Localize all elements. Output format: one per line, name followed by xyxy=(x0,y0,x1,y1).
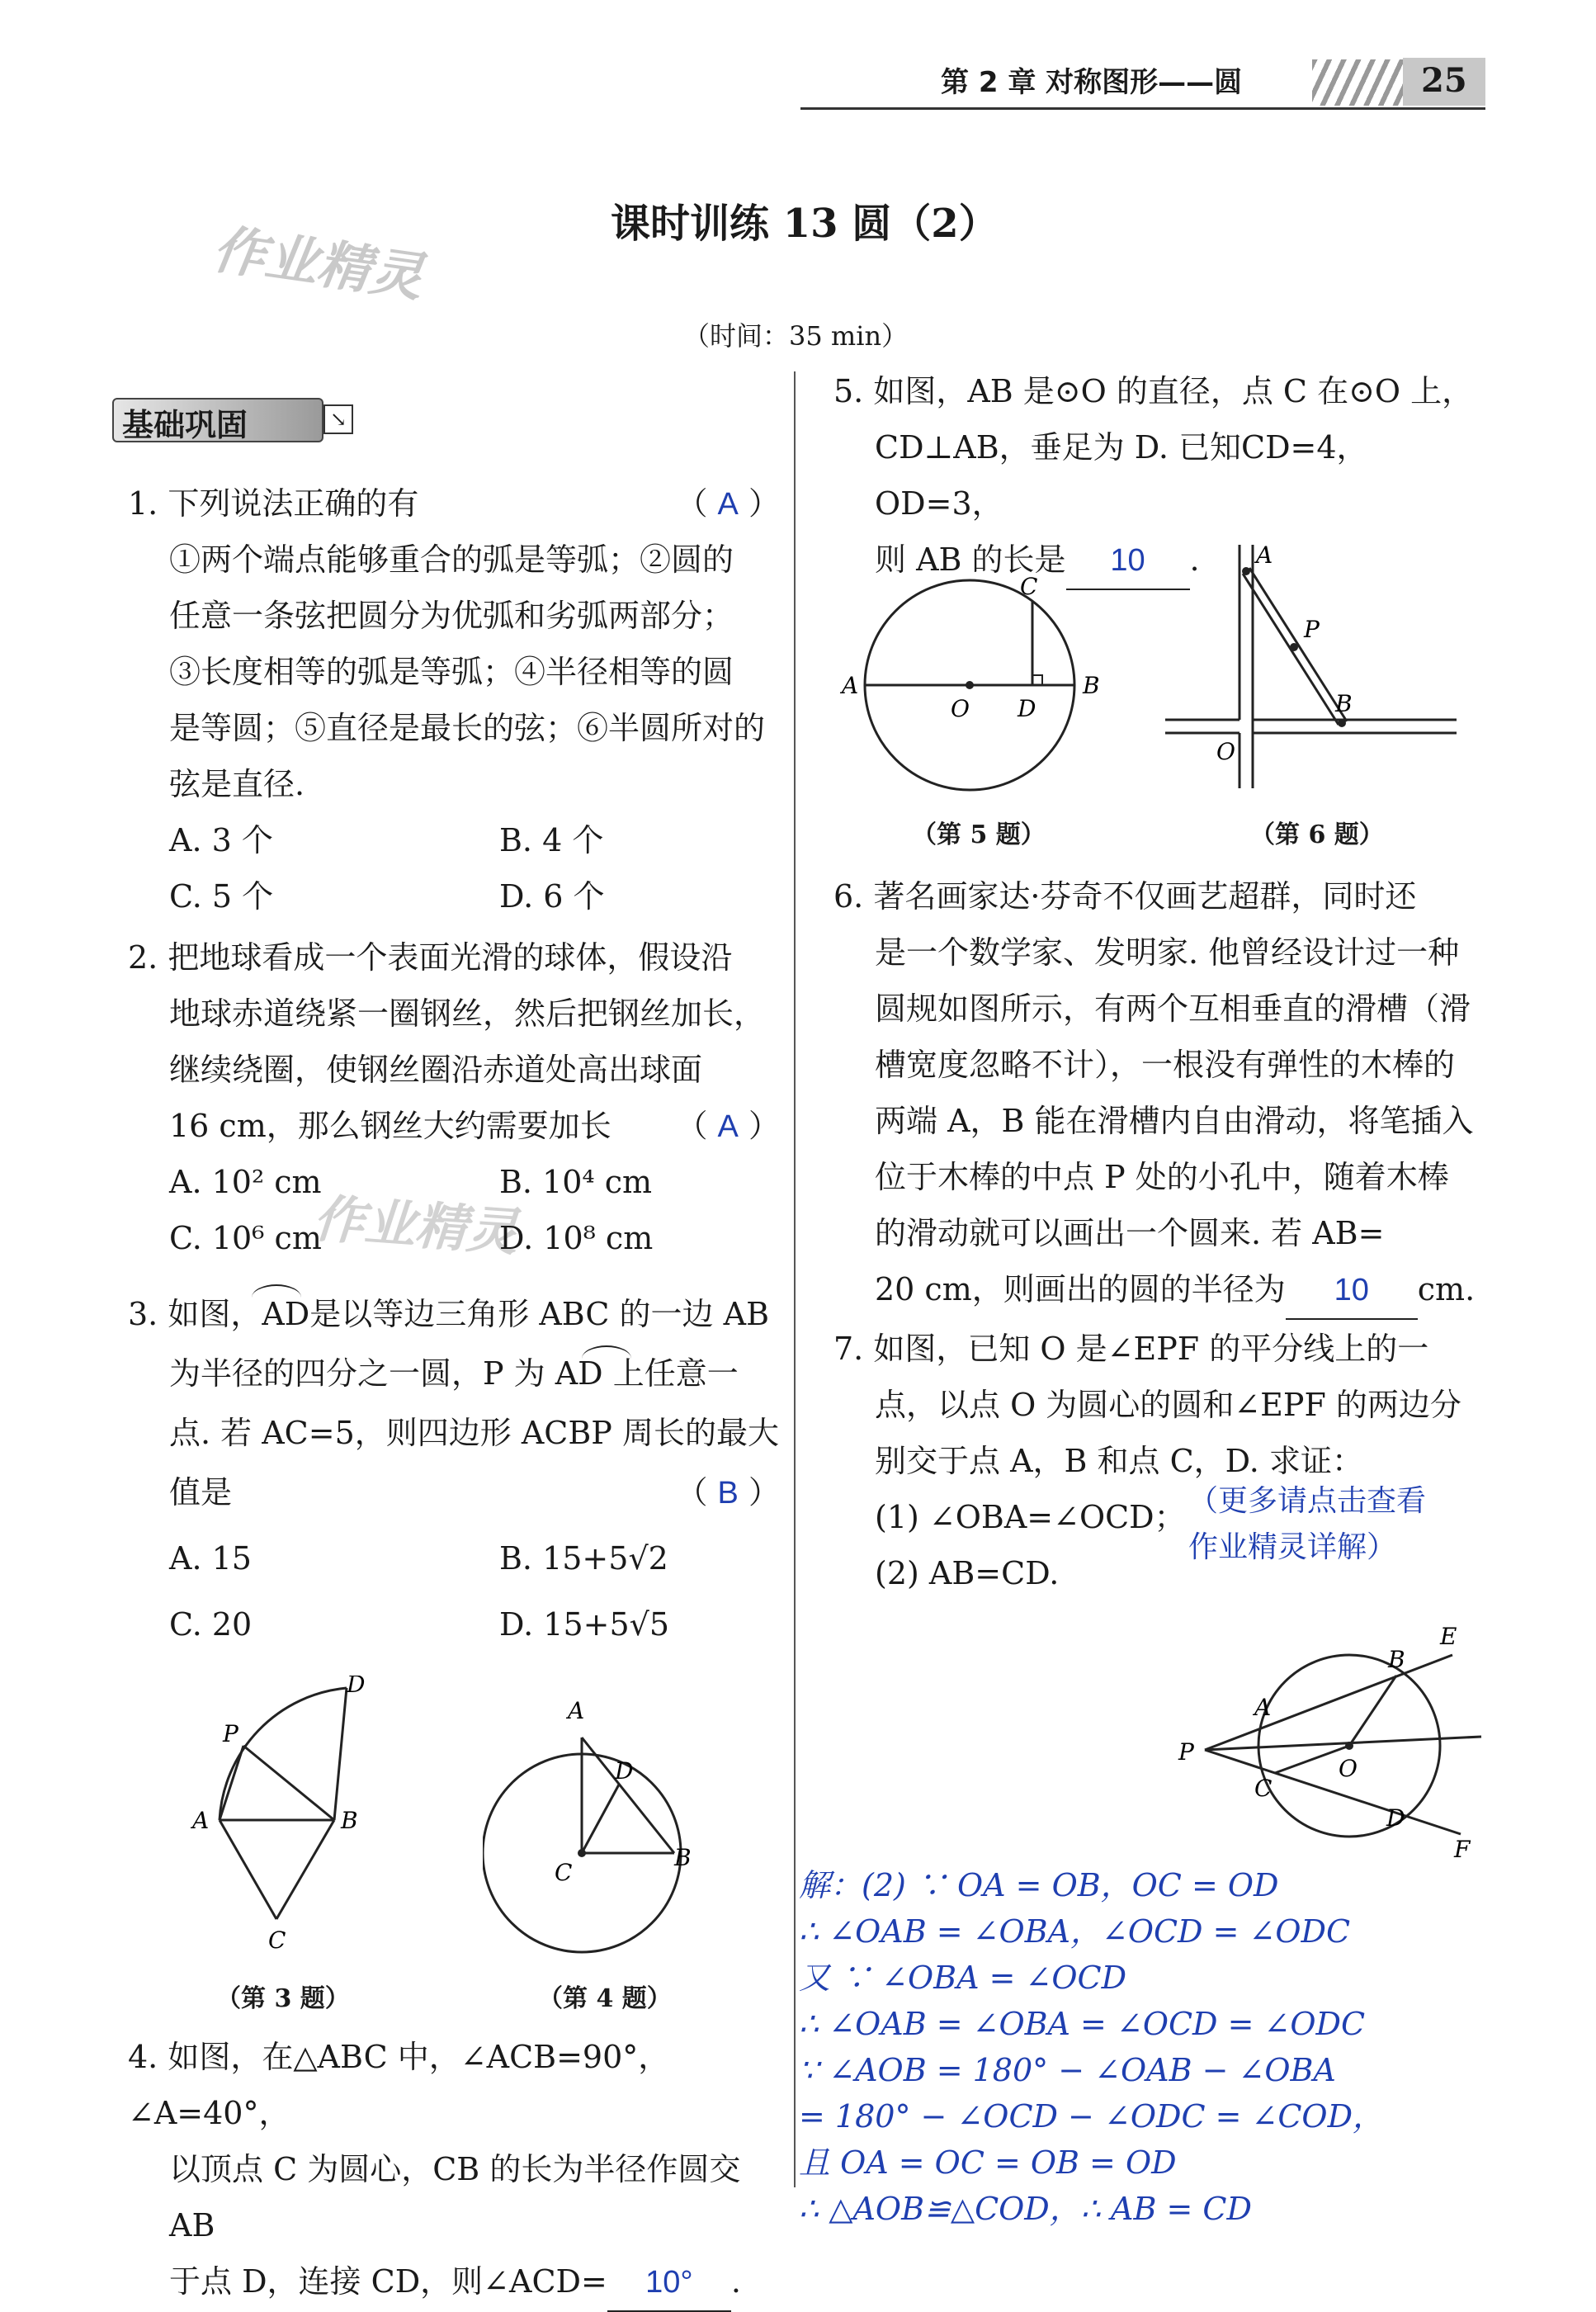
more-details-line-2: 作业精灵详解） xyxy=(1188,1530,1397,1563)
fig7-label-p: P xyxy=(1178,1738,1194,1766)
fig7-label-b: B xyxy=(1388,1646,1405,1673)
caption-fig6: （第 6 题） xyxy=(1250,820,1384,849)
q7-part-1: (1) ∠OBA=∠OCD； xyxy=(875,1499,1186,1535)
fig7-label-a: A xyxy=(1254,1694,1272,1721)
fig5-label-b: B xyxy=(1083,672,1100,699)
q3-last: 值是 xyxy=(169,1474,233,1511)
question-1 xyxy=(128,475,780,924)
fig6-point-p xyxy=(1290,643,1298,651)
column-divider xyxy=(794,371,796,2187)
fig3-label-c: C xyxy=(268,1927,286,1954)
q6-unit: cm. xyxy=(1417,1271,1476,1307)
fig3-line-ac xyxy=(220,1820,276,1919)
fig4-line-ab xyxy=(582,1738,674,1853)
q2-last: 16 cm，那么钢丝大约需要加长 xyxy=(169,1108,611,1144)
fig3-line-pa xyxy=(220,1746,243,1820)
arrow-icon: ↘ xyxy=(323,404,353,434)
q1-answer: A xyxy=(717,487,739,522)
q1-line-1: ①两个端点能够重合的弧是等弧；②圆的 xyxy=(169,541,734,578)
q5-line-2: CD⊥AB，垂足为 D. 已知CD=4，OD=3， xyxy=(875,429,1368,522)
q1-options-row-2 xyxy=(128,868,780,924)
solution-line-4: ∴ ∠OAB = ∠OBA = ∠OCD = ∠ODC xyxy=(799,2006,1366,2042)
fig3-label-d: D xyxy=(347,1676,366,1698)
q1-option-c: C. 5 个 xyxy=(169,878,274,915)
question-4 xyxy=(128,2029,780,2312)
time-limit: （时间：35 min） xyxy=(683,320,909,352)
page-header xyxy=(800,50,1485,116)
q7-part-2: (2) AB=CD. xyxy=(875,1555,1060,1591)
caption-fig3: （第 3 题） xyxy=(216,1984,350,2013)
fig5-center-dot xyxy=(966,681,974,689)
fig5-label-d: D xyxy=(1018,695,1036,722)
fig6-label-p: P xyxy=(1304,616,1320,643)
fig4-label-a: A xyxy=(568,1700,585,1724)
q7-line-3: 别交于点 A，B 和点 C，D. 求证： xyxy=(875,1443,1363,1479)
q6-line-4: 槽宽度忽略不计），一根没有弹性的木棒的 xyxy=(875,1047,1456,1083)
figure-5 xyxy=(833,561,1122,809)
q1-stem-line xyxy=(128,475,780,532)
fig7-label-c: C xyxy=(1254,1775,1273,1802)
question-3 xyxy=(128,1284,780,1654)
q3-options-row-2 xyxy=(128,1595,780,1654)
fig3-label-b: B xyxy=(341,1807,358,1834)
q6-last: 20 cm，则画出的圆的半径为 xyxy=(875,1271,1286,1307)
q1-line-3: ③长度相等的弧是等弧；④半径相等的圆 xyxy=(169,654,734,690)
figure-3 xyxy=(177,1676,408,1981)
header-rule xyxy=(800,107,1485,110)
q3-option-d: D. 15+5√5 xyxy=(499,1606,670,1643)
q1-option-b: B. 4 个 xyxy=(499,822,604,858)
fig4-center-dot xyxy=(578,1849,586,1857)
q2-last-line xyxy=(128,1098,780,1154)
q1-line-4: 是等圆；⑤直径是最长的弦；⑥半圆所对的 xyxy=(169,710,766,746)
question-6 xyxy=(833,868,1494,1320)
fig4-label-b: B xyxy=(674,1844,692,1871)
fig7-ray-pf xyxy=(1205,1750,1461,1834)
header-stripes xyxy=(1312,59,1403,106)
caption-fig5: （第 5 题） xyxy=(912,820,1046,849)
more-details-link[interactable] xyxy=(1188,1478,1426,1570)
solution-line-5: ∵ ∠AOB = 180° − ∠OAB − ∠OBA xyxy=(799,2052,1336,2088)
watermark-top: 作业精灵 xyxy=(209,219,427,310)
q1-answer-bracket: （ A ） xyxy=(676,485,780,522)
q4-answer: 10° xyxy=(607,2254,731,2312)
fig4-label-c: C xyxy=(555,1859,573,1886)
solution-line-1: 解：(2) ∵ OA = OB，OC = OD xyxy=(799,1867,1279,1903)
q2-options-row-2 xyxy=(128,1210,780,1266)
q6-line-7: 的滑动就可以画出一个圆来. 若 AB= xyxy=(875,1215,1385,1251)
fig6-label-o: O xyxy=(1216,738,1235,765)
q1-options-row-1 xyxy=(128,812,780,868)
fig4-label-d: D xyxy=(615,1757,634,1785)
q6-line-3: 圆规如图所示，有两个互相垂直的滑槽（滑 xyxy=(875,991,1471,1027)
q2-line-1: 2. 把地球看成一个表面光滑的球体，假设沿 xyxy=(128,939,733,976)
solution-line-6: = 180° − ∠OCD − ∠ODC = ∠COD， xyxy=(799,2098,1385,2135)
q2-options-row-1 xyxy=(128,1154,780,1210)
figure-4 xyxy=(483,1700,706,1964)
q5-last-line: 则 AB 的长是 10 . xyxy=(833,532,1494,590)
q1-line-5: 弦是直径. xyxy=(169,766,305,802)
q3-answer-bracket: （ B ） xyxy=(676,1474,780,1511)
fig7-label-d: D xyxy=(1386,1804,1405,1832)
q6-answer: 10 xyxy=(1286,1262,1418,1320)
chapter-title: 第 2 章 对称图形——圆 xyxy=(941,66,1243,99)
q4-last-line: 于点 D，连接 CD，则∠ACD= 10° . xyxy=(128,2253,780,2312)
fig7-ray-pe xyxy=(1205,1655,1452,1750)
fig7-label-f: F xyxy=(1454,1836,1471,1863)
q7-line-2: 点，以点 O 为圆心的圆和∠EPF 的两边分 xyxy=(875,1387,1461,1423)
fig3-label-p: P xyxy=(223,1720,238,1747)
q4-line-2: 以顶点 C 为圆心，CB 的长为半径作圆交 AB xyxy=(169,2151,741,2243)
q2-answer: A xyxy=(717,1109,739,1144)
watermark-mid: 作业精灵 xyxy=(311,1188,520,1263)
fig3-line-bc xyxy=(276,1820,334,1919)
solution-line-3: 又 ∵ ∠OBA = ∠OCD xyxy=(799,1960,1127,1996)
figure-6 xyxy=(1155,537,1469,801)
q1-stem: 1. 下列说法正确的有 xyxy=(128,485,419,522)
q6-line-2: 是一个数学家、发明家. 他曾经设计过一种 xyxy=(875,934,1460,971)
q5-answer: 10 xyxy=(1066,532,1190,590)
fig4-line-cd xyxy=(582,1785,619,1853)
q3-option-a: A. 15 xyxy=(169,1540,252,1577)
q4-line-1: 4. 如图，在△ABC 中，∠ACB=90°，∠A=40°， xyxy=(128,2039,670,2131)
q6-line-1: 6. 著名画家达·芬奇不仅画艺超群，同时还 xyxy=(833,878,1417,915)
q3-line-1: 3. 如图，AD是以等边三角形 ABC 的一边 AB xyxy=(128,1296,769,1332)
fig6-point-a xyxy=(1242,567,1250,575)
solution-line-2: ∴ ∠OAB = ∠OBA，∠OCD = ∠ODC xyxy=(799,1913,1351,1950)
q3-line-3: 点. 若 AC=5，则四边形 ACBP 周长的最大 xyxy=(169,1415,779,1451)
q7-line-1: 7. 如图，已知 O 是∠EPF 的平分线上的一 xyxy=(833,1331,1429,1367)
q3-answer: B xyxy=(717,1476,739,1511)
fig7-label-e: E xyxy=(1440,1623,1457,1650)
q3-options-row-1 xyxy=(128,1529,780,1588)
q6-last-line xyxy=(833,1261,1494,1320)
q2-line-3: 继续绕圈，使钢丝圈沿赤道处高出球面 xyxy=(169,1052,703,1088)
q6-line-5: 两端 A，B 能在滑槽内自由滑动，将笔插入 xyxy=(875,1103,1474,1139)
fig5-label-c: C xyxy=(1020,573,1038,600)
fig5-right-angle-mark xyxy=(1032,675,1042,685)
q3-option-c: C. 20 xyxy=(169,1606,253,1643)
solution-block xyxy=(799,1862,1558,2232)
q2-option-a: A. 10² cm xyxy=(169,1164,322,1200)
page-number: 25 xyxy=(1421,61,1467,100)
fig6-rod-edge-2 xyxy=(1249,568,1347,721)
fig6-label-a: A xyxy=(1256,541,1273,569)
q1-line-2: 任意一条弦把圆分为优弧和劣弧两部分； xyxy=(169,598,734,634)
q1-option-a: A. 3 个 xyxy=(169,822,273,858)
q3-last-line xyxy=(128,1463,780,1522)
fig7-center-dot xyxy=(1345,1742,1353,1750)
q2-line-2: 地球赤道绕紧一圈钢丝，然后把钢丝加长， xyxy=(169,995,766,1032)
q1-option-d: D. 6 个 xyxy=(499,878,605,915)
q2-option-d: D. 10⁸ cm xyxy=(499,1220,654,1256)
fig5-label-o: O xyxy=(951,695,970,722)
q4-last: 于点 D，连接 CD，则∠ACD= xyxy=(169,2263,607,2300)
q2-answer-bracket: （ A ） xyxy=(676,1108,780,1144)
fig5-label-a: A xyxy=(842,672,859,699)
q6-line-6: 位于木棒的中点 P 处的小孔中，随着木棒 xyxy=(875,1159,1449,1195)
fig3-line-bd xyxy=(334,1688,347,1820)
question-2 xyxy=(128,929,780,1266)
fig3-quarter-arc xyxy=(220,1688,347,1820)
q3-line-2: 为半径的四分之一圆，P 为 AD 上任意一 xyxy=(169,1355,739,1392)
section-label: 基础巩固 xyxy=(122,406,248,443)
solution-line-7: 且 OA = OC = OB = OD xyxy=(799,2144,1177,2181)
q2-option-c: C. 10⁶ cm xyxy=(169,1220,322,1256)
q5-line-1: 5. 如图，AB 是⊙O 的直径，点 C 在⊙O 上， xyxy=(833,373,1474,409)
page-title: 课时训练 13 圆（2） xyxy=(611,201,999,247)
more-details-line-1: （更多请点击查看 xyxy=(1188,1483,1427,1517)
fig6-label-b: B xyxy=(1335,690,1353,717)
fig3-label-a: A xyxy=(192,1807,210,1834)
fig6-point-b xyxy=(1338,719,1346,727)
q3-option-b: B. 15+5√2 xyxy=(499,1540,668,1577)
fig3-line-pb xyxy=(243,1746,334,1820)
figure-7 xyxy=(1164,1618,1494,1865)
caption-fig4: （第 4 题） xyxy=(538,1984,672,2013)
q2-option-b: B. 10⁴ cm xyxy=(499,1164,653,1200)
fig7-label-o: O xyxy=(1339,1755,1358,1782)
q5-last: 则 AB 的长是 xyxy=(875,541,1066,578)
solution-line-8: ∴ △AOB≌△COD，∴ AB = CD xyxy=(799,2191,1252,2227)
